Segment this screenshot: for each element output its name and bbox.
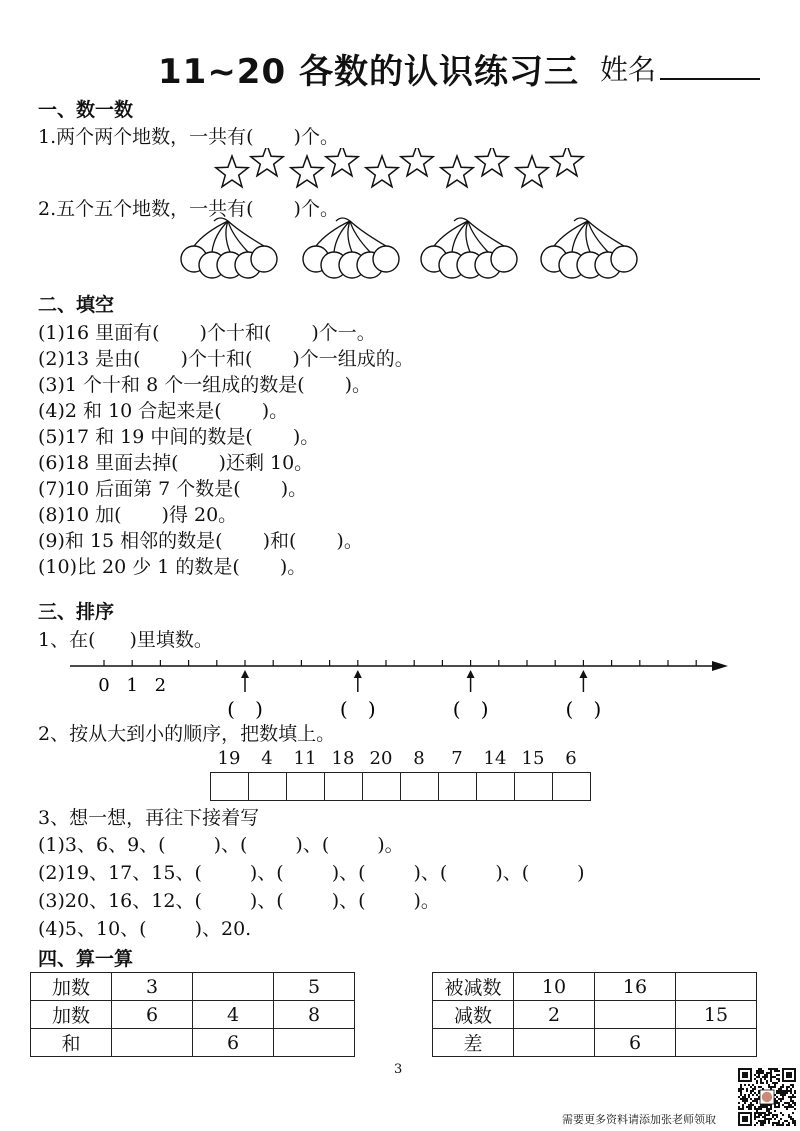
sort-number: 18 bbox=[331, 748, 355, 769]
section-heading-fill-blanks: 二、填空 bbox=[38, 294, 115, 316]
subtraction-table-row bbox=[433, 1029, 757, 1057]
star-icon bbox=[251, 148, 283, 176]
sort-number: 14 bbox=[483, 748, 507, 769]
question-text: 1、在( bbox=[38, 629, 96, 651]
table-cell[interactable] bbox=[595, 1001, 676, 1029]
sort-number: 15 bbox=[521, 748, 545, 769]
answer-box[interactable] bbox=[211, 773, 249, 801]
question-continue-pattern: 3、想一想，再往下接着写 bbox=[38, 807, 260, 829]
question-text: )、( bbox=[495, 862, 530, 884]
axis-label: 2 bbox=[154, 675, 167, 696]
answer-blank-close[interactable]: ) bbox=[255, 697, 263, 720]
axis-label: 0 bbox=[98, 675, 110, 696]
fill-blank-item bbox=[38, 474, 307, 501]
question-text: )个十和( bbox=[199, 322, 272, 344]
table-cell[interactable] bbox=[514, 1029, 595, 1057]
fill-blank-item bbox=[38, 396, 288, 423]
question-number-line bbox=[38, 625, 213, 652]
fill-blank-item bbox=[38, 448, 313, 475]
answer-box[interactable] bbox=[325, 773, 363, 801]
section-heading-calculate: 四、算一算 bbox=[38, 948, 134, 970]
answer-blank-open[interactable]: ( bbox=[227, 697, 235, 720]
table-cell: 8 bbox=[274, 1001, 355, 1029]
fill-blank-item bbox=[38, 422, 319, 449]
sort-number: 20 bbox=[369, 748, 393, 769]
question-text: (3)20、16、12、( bbox=[38, 890, 202, 912]
question-text: (10)比 20 少 1 的数是( bbox=[38, 556, 240, 578]
question-text: )、( bbox=[413, 862, 448, 884]
stars-figure bbox=[210, 148, 590, 190]
table-header-cell: 加数 bbox=[31, 1001, 112, 1029]
question-text: )、( bbox=[331, 862, 366, 884]
star-icon bbox=[291, 156, 323, 187]
answer-box[interactable] bbox=[287, 773, 325, 801]
page-number: 3 bbox=[394, 1062, 403, 1077]
fill-blank-item bbox=[38, 370, 371, 397]
question-count-by-twos bbox=[38, 122, 339, 149]
fill-blank-item bbox=[38, 318, 376, 345]
table-header-cell: 减数 bbox=[433, 1001, 514, 1029]
answer-box[interactable] bbox=[401, 773, 439, 801]
question-text: )还剩 10。 bbox=[218, 452, 314, 474]
star-icon bbox=[551, 148, 583, 176]
table-header-cell: 差 bbox=[433, 1029, 514, 1057]
question-text: )得 20。 bbox=[161, 504, 238, 526]
star-icon bbox=[401, 148, 433, 176]
subtraction-table-row bbox=[433, 973, 757, 1001]
table-cell: 4 bbox=[193, 1001, 274, 1029]
answer-blank-close[interactable]: ) bbox=[367, 697, 376, 720]
pattern-item bbox=[38, 914, 251, 941]
cherry-bunch-icon bbox=[421, 218, 517, 278]
arrow-up-icon bbox=[241, 670, 249, 692]
question-text: (4)5、10、( bbox=[38, 918, 147, 940]
table-cell[interactable] bbox=[193, 973, 274, 1001]
question-sort-desc: 2、按从大到小的顺序，把数填上。 bbox=[38, 723, 336, 745]
question-text: 2.五个五个地数，一共有( bbox=[38, 198, 254, 220]
sort-number: 11 bbox=[293, 748, 317, 769]
question-text: )和( bbox=[262, 530, 297, 552]
question-text: )。 bbox=[377, 834, 404, 856]
question-text: (6)18 里面去掉( bbox=[38, 452, 179, 474]
question-text: (8)10 加( bbox=[38, 504, 122, 526]
fill-blank-item bbox=[38, 552, 306, 579]
qr-code-icon bbox=[738, 1068, 796, 1126]
question-text: (5)17 和 19 中间的数是( bbox=[38, 426, 253, 448]
answer-box[interactable] bbox=[515, 773, 553, 801]
pattern-item bbox=[38, 830, 404, 857]
fill-blank-item bbox=[38, 344, 414, 371]
question-text: )个。 bbox=[293, 126, 339, 148]
table-cell[interactable] bbox=[274, 1029, 355, 1057]
sort-number: 6 bbox=[565, 748, 577, 769]
cherry-bunch-icon bbox=[303, 218, 399, 278]
star-icon bbox=[516, 156, 548, 187]
table-cell: 10 bbox=[514, 973, 595, 1001]
question-text: )。 bbox=[292, 426, 320, 448]
question-text: )。 bbox=[279, 556, 307, 578]
arrow-up-icon bbox=[579, 670, 587, 692]
question-text: (9)和 15 相邻的数是( bbox=[38, 530, 223, 552]
answer-box[interactable] bbox=[477, 773, 515, 801]
footer-note: 需要更多资料请添加张老师领取 bbox=[562, 1113, 716, 1126]
question-text: )、( bbox=[249, 890, 284, 912]
sort-number: 4 bbox=[261, 748, 273, 769]
number-line bbox=[60, 650, 740, 720]
question-text: )、( bbox=[249, 862, 284, 884]
pattern-item bbox=[38, 886, 440, 913]
answer-blank-open[interactable]: ( bbox=[452, 697, 461, 720]
answer-blank-open[interactable]: ( bbox=[565, 697, 574, 720]
star-icon bbox=[476, 148, 508, 176]
star-icon bbox=[326, 148, 358, 176]
cherry-bunch-icon bbox=[541, 218, 637, 278]
section-heading-ordering: 三、排序 bbox=[38, 601, 115, 623]
axis-label: 1 bbox=[126, 675, 138, 696]
addition-table-row bbox=[31, 1029, 355, 1057]
table-cell: 16 bbox=[595, 973, 676, 1001]
table-cell: 5 bbox=[274, 973, 355, 1001]
fill-blank-item bbox=[38, 500, 237, 527]
cherry-bunch-icon bbox=[181, 218, 277, 278]
sort-number: 19 bbox=[217, 748, 241, 769]
table-cell[interactable] bbox=[676, 1029, 757, 1057]
question-text: )。 bbox=[413, 890, 440, 912]
table-cell: 15 bbox=[676, 1001, 757, 1029]
subtraction-table-row bbox=[433, 1001, 757, 1029]
question-text: ) bbox=[577, 862, 585, 884]
question-text: )、( bbox=[331, 890, 366, 912]
subtraction-table bbox=[432, 972, 757, 1057]
arrow-up-icon bbox=[354, 670, 362, 692]
answer-box[interactable] bbox=[439, 773, 477, 801]
question-text: (2)19、17、15、( bbox=[38, 862, 202, 884]
section-heading-count: 一、数一数 bbox=[38, 99, 134, 121]
addition-table-row bbox=[31, 1001, 355, 1029]
answer-blank-close[interactable]: ) bbox=[593, 697, 602, 720]
question-text: (3)1 个十和 8 个一组成的数是( bbox=[38, 374, 305, 396]
arrow-up-icon bbox=[467, 670, 475, 692]
sort-number: 7 bbox=[451, 748, 463, 769]
table-cell[interactable] bbox=[112, 1029, 193, 1057]
table-cell[interactable] bbox=[676, 973, 757, 1001]
sort-number: 8 bbox=[413, 748, 425, 769]
question-text: 1.两个两个地数，一共有( bbox=[38, 126, 254, 148]
sort-answer-boxes bbox=[210, 772, 591, 801]
table-cell: 2 bbox=[514, 1001, 595, 1029]
question-text: (7)10 后面第 7 个数是( bbox=[38, 478, 241, 500]
question-text: )个一。 bbox=[311, 322, 376, 344]
name-field-line[interactable] bbox=[660, 78, 760, 80]
addition-table-row bbox=[31, 973, 355, 1001]
question-text: )个一组成的。 bbox=[292, 348, 414, 370]
question-text: (1)3、6、9、( bbox=[38, 834, 166, 856]
question-text: )。 bbox=[280, 478, 308, 500]
answer-blank-open[interactable]: ( bbox=[339, 697, 348, 720]
star-icon bbox=[216, 156, 248, 187]
question-text: )。 bbox=[336, 530, 363, 552]
question-text: )个。 bbox=[293, 198, 339, 220]
sort-numbers bbox=[210, 748, 590, 769]
table-cell: 6 bbox=[112, 1001, 193, 1029]
name-label: 姓名 bbox=[600, 53, 657, 86]
question-text: )。 bbox=[261, 400, 289, 422]
star-icon bbox=[366, 156, 398, 187]
question-text: )、( bbox=[213, 834, 248, 856]
answer-box[interactable] bbox=[249, 773, 287, 801]
question-text: )、( bbox=[295, 834, 330, 856]
fill-blank-item bbox=[38, 526, 363, 553]
answer-box[interactable] bbox=[363, 773, 401, 801]
pattern-item bbox=[38, 858, 585, 885]
answer-blank-close[interactable]: ) bbox=[480, 697, 489, 720]
question-text: )。 bbox=[344, 374, 372, 396]
answer-box[interactable] bbox=[553, 773, 591, 801]
question-text: (2)13 是由( bbox=[38, 348, 141, 370]
addition-table bbox=[30, 972, 355, 1057]
question-text: )个十和( bbox=[180, 348, 253, 370]
star-icon bbox=[441, 156, 473, 187]
question-text: (1)16 里面有( bbox=[38, 322, 160, 344]
table-header-cell: 加数 bbox=[31, 973, 112, 1001]
table-header-cell: 和 bbox=[31, 1029, 112, 1057]
table-cell: 6 bbox=[595, 1029, 676, 1057]
question-text: )里填数。 bbox=[129, 629, 213, 651]
page-title: 11~20 各数的认识练习三 bbox=[158, 52, 579, 92]
question-text: )、20. bbox=[194, 918, 252, 940]
table-cell: 6 bbox=[193, 1029, 274, 1057]
table-cell: 3 bbox=[112, 973, 193, 1001]
cherries-figure bbox=[170, 215, 640, 281]
table-header-cell: 被减数 bbox=[433, 973, 514, 1001]
question-text: (4)2 和 10 合起来是( bbox=[38, 400, 222, 422]
